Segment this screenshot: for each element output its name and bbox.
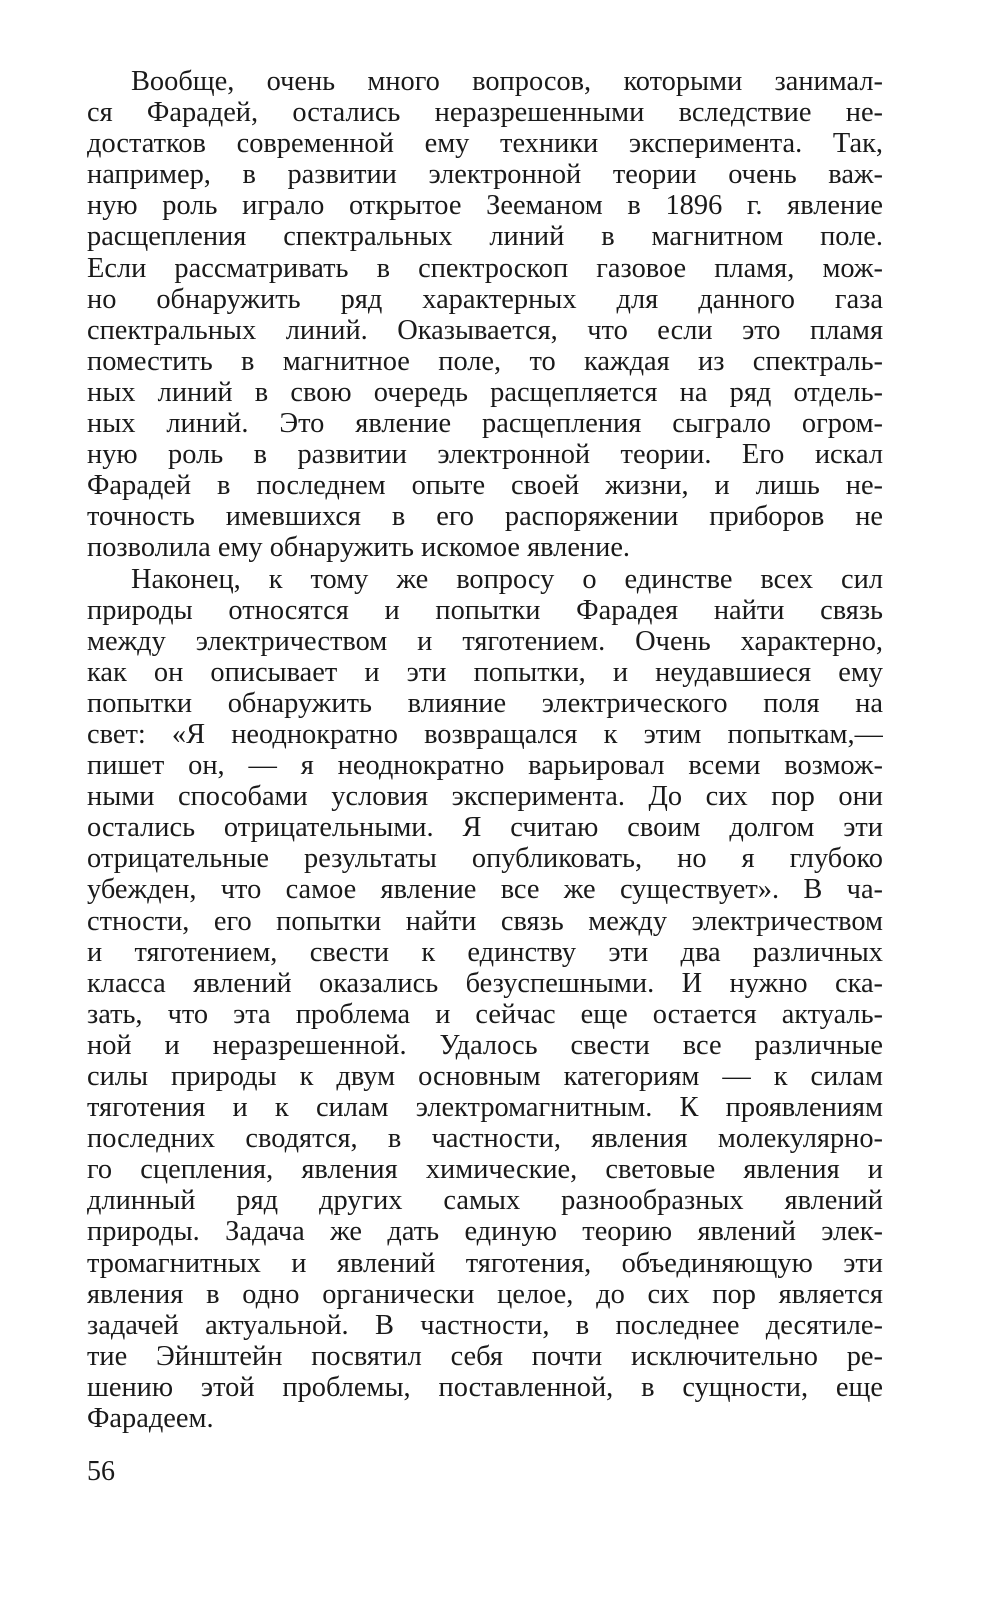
text-line: Фарадей в последнем опыте своей жизни, и лишь не-: [87, 470, 883, 502]
text-line: попытки обнаружить влияние электрического поля на: [87, 687, 883, 719]
text-line: класса явлений оказались безуспешными. И нужно ска-: [87, 967, 883, 999]
text-line: природы. Задача же дать единую теорию явлений элек-: [87, 1216, 883, 1248]
text-line: ную роль играло открытое Зееманом в 1896 г. явление: [87, 190, 883, 222]
text-line: силы природы к двум основным категориям — к силам: [87, 1061, 883, 1092]
text-line: Если рассматривать в спектроскоп газовое пламя, мож-: [87, 252, 883, 284]
paragraph-2: [87, 564, 883, 1435]
text-line: стности, его попытки найти связь между электричеством: [87, 905, 883, 937]
text-line: зать, что эта проблема и сейчас еще остается актуаль-: [87, 998, 883, 1030]
text-line: свет: «Я неоднократно возвращался к этим попыткам,—: [87, 718, 883, 750]
text-line: Вообще, очень много вопросов, которыми занимал-: [131, 66, 883, 97]
page-number: 56: [87, 1456, 115, 1487]
text-line: пишет он, — я неоднократно варьировал всеми возмож-: [87, 750, 883, 782]
text-line: задачей актуальной. В частности, в последнее десятиле-: [87, 1309, 883, 1341]
text-line: го сцепления, явления химические, световые явления и: [87, 1154, 883, 1186]
text-line: поместить в магнитное поле, то каждая из спектраль-: [87, 345, 883, 377]
text-line: Фарадеем.: [87, 1403, 214, 1435]
text-line: шению этой проблемы, поставленной, в сущности, еще: [87, 1371, 883, 1403]
text-line: природы относятся и попытки Фарадея найти связь: [87, 594, 883, 626]
text-line: точность имевшихся в его распоряжении приборов не: [87, 501, 883, 533]
text-line: тромагнитных и явлений тяготения, объединяющую эти: [87, 1247, 883, 1279]
text-line: тие Эйнштейн посвятил себя почти исключительно ре-: [87, 1340, 883, 1372]
text-line: достатков современной ему техники эксперимента. Так,: [87, 128, 883, 160]
text-line: тяготения и к силам электромагнитным. К проявлениям: [87, 1092, 883, 1124]
text-line: последних сводятся, в частности, явления молекулярно-: [87, 1123, 883, 1155]
text-line: отрицательные результаты опубликовать, но я глубоко: [87, 843, 883, 875]
text-line: ных линий в свою очередь расщепляется на ряд отдель-: [87, 376, 883, 408]
text-line: явления в одно органически целое, до сих пор является: [87, 1278, 883, 1310]
text-line: остались отрицательными. Я считаю своим долгом эти: [87, 812, 883, 844]
page-body: [87, 66, 883, 1434]
text-line: как он описывает и эти попытки, и неудавшиеся ему: [87, 656, 883, 688]
text-line: позволила ему обнаружить искомое явление.: [87, 532, 631, 564]
text-line: Наконец, к тому же вопросу о единстве всех сил: [131, 563, 883, 595]
text-line: ную роль в развитии электронной теории. Его искал: [87, 439, 883, 471]
text-line: ных линий. Это явление расщепления сыграло огром-: [87, 408, 883, 440]
text-line: расщепления спектральных линий в магнитном поле.: [87, 221, 883, 253]
text-line: длинный ряд других самых разнообразных явлений: [87, 1185, 883, 1217]
text-line: убежден, что самое явление все же существует». В ча-: [87, 874, 883, 906]
text-line: спектральных линий. Оказывается, что если это пламя: [87, 314, 883, 346]
text-line: ной и неразрешенной. Удалось свести все различные: [87, 1029, 883, 1061]
text-line: но обнаружить ряд характерных для данного газа: [87, 283, 883, 315]
text-line: между электричеством и тяготением. Очень характерно,: [87, 625, 883, 657]
paragraph-1: [87, 66, 883, 564]
text-line: ся Фарадей, остались неразрешенными вследствие не-: [87, 97, 883, 129]
text-line: например, в развитии электронной теории очень важ-: [87, 159, 883, 191]
text-line: ными способами условия эксперимента. До сих пор они: [87, 781, 883, 813]
text-line: и тяготением, свести к единству эти два различных: [87, 936, 883, 968]
